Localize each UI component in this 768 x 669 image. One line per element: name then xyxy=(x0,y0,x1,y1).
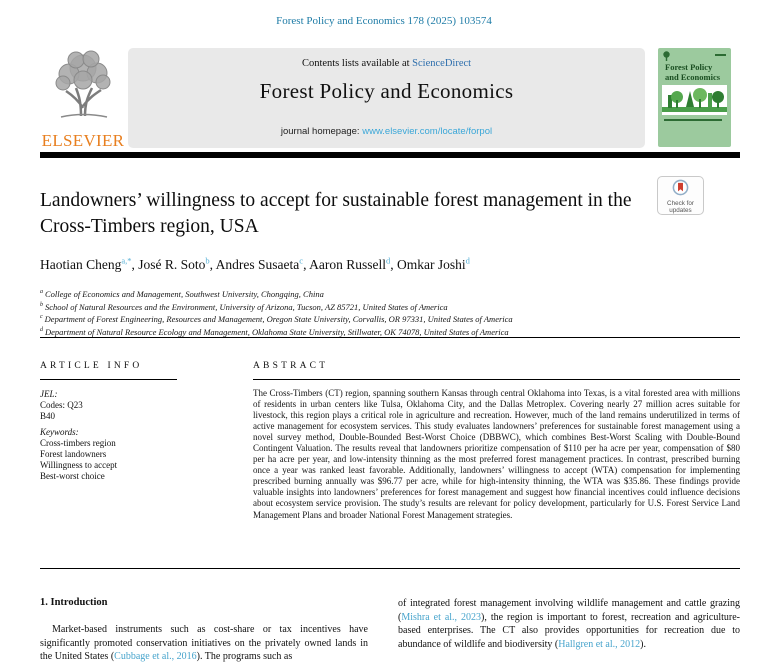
citation-link[interactable]: Mishra et al., 2023 xyxy=(401,611,482,623)
abstract-heading: ABSTRACT xyxy=(253,361,329,371)
cover-issue-mark xyxy=(715,54,726,56)
journal-header-box xyxy=(128,48,645,148)
check-for-updates-badge[interactable] xyxy=(657,176,704,215)
check-updates-label: Check for updates xyxy=(667,200,694,214)
abstract-column xyxy=(253,361,740,521)
affiliation: $^d$ Department of Natural Resource Ecology and Management, Oklahoma State University, Stillwater, OK 74078, United States of America xyxy=(40,326,509,337)
introduction-heading: 1. Introduction xyxy=(40,597,108,608)
journal-name: Forest Policy and Economics xyxy=(259,79,514,103)
article-info-column xyxy=(40,361,245,483)
citation-link[interactable]: Hallgren et al., 2012 xyxy=(558,638,641,650)
author: Aaron Russell$^d$, xyxy=(309,255,397,272)
author-affiliation-ref[interactable]: d xyxy=(465,255,470,265)
affiliation: $^b$ School of Natural Resources and the Environment, University of Arizona, Tucson, AZ 85721, United States of America xyxy=(40,301,448,312)
masthead xyxy=(40,48,740,148)
cover-subtitle-line xyxy=(664,119,722,121)
elsevier-wordmark: ELSEVIER xyxy=(41,131,125,150)
jel-label: JEL: xyxy=(40,389,58,399)
contents-prefix: Contents lists available at xyxy=(301,58,413,69)
keyword: Cross-timbers region xyxy=(40,437,116,448)
keyword: Willingness to accept xyxy=(40,460,118,471)
author-affiliation-ref[interactable]: d xyxy=(385,255,391,265)
author: Omkar Joshi$^d$ xyxy=(396,255,470,272)
cover-trees-illustration xyxy=(662,85,727,115)
citation-link[interactable]: Cubbage et al., 2016 xyxy=(114,651,197,662)
homepage-prefix: journal homepage: xyxy=(280,126,363,137)
section-divider xyxy=(40,568,740,569)
abstract-text: The Cross-Timbers (CT) region, spanning southern Kansas through central Oklahoma into Texas, is a vital forested area with millions of residents in urban centers like Tulsa, Oklahoma City, and the Dallas Metroplex. Covering nearly 27 million acres suitable for livestock, this region plays a critical role in agriculture and recreation. However, much of the land remains underutilized in terms of active management for ecosystem services. This study evaluates landowners’ preferences for sustainable forest management using a novel survey method, Double-Bounded Best-Worst Choice (DBBWC), which combines Best-Worst Scaling with Double-Bound Contingent Valuation. The results reveal that landowners prioritize compensation of $110 per ha acre per year, compensation of $80 per ha acre per year, and low-intensity thinning as the most preferred forest management practices. In contrast, prescribed burning once a year was ranked least favorable. Additionally, landowners’ willingness to accept (WTA) compensation for implementing prescribed burning annually was $96.77 per acre, while for high-intensity thinning, the WTA was $35.86. These findings provide valuable insights into landowners’ preferences for forest management and suggest how financial incentives could influence decisions about ecosystem service provision. The study’s results are relevant for policy development, particularly for U.S. Forest Service Land Management Plans and broader National Forest Management strategies. xyxy=(253,388,740,520)
journal-homepage-link[interactable]: www.elsevier.com/locate/forpol xyxy=(362,126,493,137)
elsevier-logo xyxy=(40,48,126,148)
affiliation: $^a$ College of Economics and Management, Southwest University, Chongqing, China xyxy=(40,288,324,299)
affiliation: $^c$ Department of Forest Engineering, Resources and Management, Oregon State University, Corvallis, OR 97331, United States of America xyxy=(40,313,513,324)
author: Andres Susaeta$^c$, xyxy=(215,255,310,272)
author: José R. Soto$^b$, xyxy=(138,255,216,272)
keyword: Forest landowners xyxy=(40,449,107,460)
author: Haotian Cheng$^{a,*}$, xyxy=(40,255,139,272)
keywords-label: Keywords: xyxy=(40,426,79,437)
introduction-paragraph: of integrated forest management involving wildlife management and cattle grazing (Mishra et al., 2023), the region is important to forest, recreation and agriculture-based enterprises. The CT also provides opportunities for recreation due to abundance of wildlife and biodiversity (Hallgren et al., 2012). xyxy=(398,598,741,650)
cover-elsevier-mark-icon xyxy=(662,51,671,62)
jel-item: Codes: Q23 xyxy=(40,400,83,411)
author-line xyxy=(40,255,470,273)
author-affiliation-ref[interactable]: c xyxy=(299,255,304,265)
masthead-divider xyxy=(40,152,740,158)
affiliation-list xyxy=(40,287,513,337)
author-affiliation-ref[interactable]: a,* xyxy=(121,255,132,265)
introduction-right-column xyxy=(398,597,740,651)
article-info-rule xyxy=(40,379,177,380)
article-title: Landowners’ willingness to accept for sustainable forest management in the Cross-Timbers region, USA xyxy=(40,190,632,237)
journal-cover-thumbnail xyxy=(658,48,731,147)
abstract-rule xyxy=(253,379,740,380)
journal-citation: Forest Policy and Economics 178 (2025) 103574 xyxy=(276,15,492,27)
author-affiliation-ref[interactable]: b xyxy=(205,255,210,265)
jel-item: B40 xyxy=(40,411,56,422)
homepage-line xyxy=(128,126,645,137)
cover-title: Forest Policy and Economics xyxy=(665,62,721,82)
article-info-heading: ARTICLE INFO xyxy=(40,361,143,371)
check-updates-icon xyxy=(672,179,689,196)
contents-line xyxy=(128,58,645,69)
keyword: Best-worst choice xyxy=(40,471,105,482)
section-divider xyxy=(40,337,740,338)
elsevier-tree-icon xyxy=(43,48,123,120)
introduction-paragraph: Market-based instruments such as cost-share or tax incentives have significantly promoted conservation initiatives on the privately owned lands in the United States (Cubbage et al., 2016). The programs such as xyxy=(40,624,368,662)
sciencedirect-link[interactable]: ScienceDirect xyxy=(412,58,472,69)
introduction-left-column xyxy=(40,597,368,664)
